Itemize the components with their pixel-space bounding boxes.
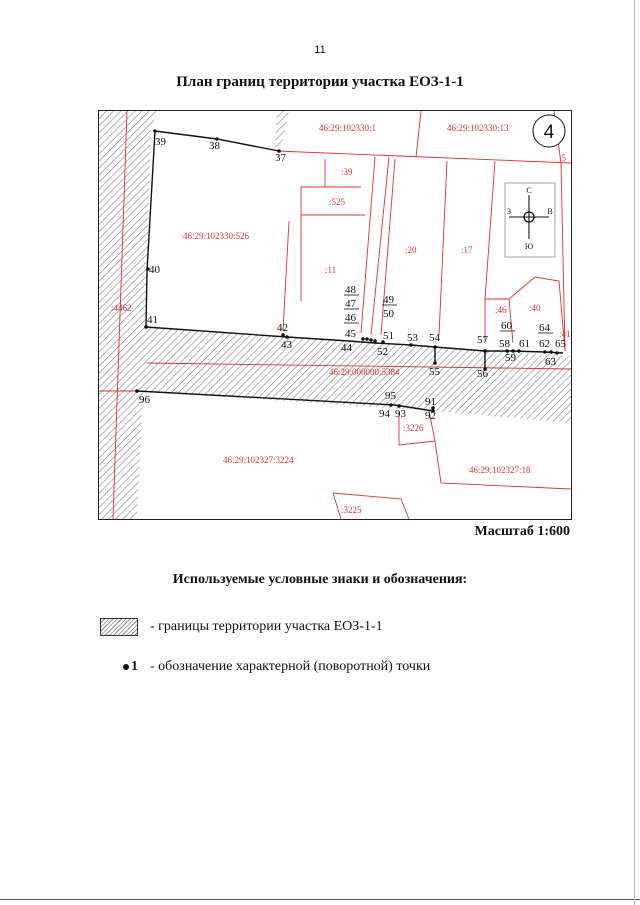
point-label: 40: [149, 264, 160, 276]
point-label: 54: [429, 332, 440, 344]
point-label: 96: [139, 394, 150, 406]
parcel-label: :11: [325, 265, 337, 275]
point-label: 46: [345, 312, 356, 324]
compass-west: З: [506, 207, 512, 216]
point-label: 65: [555, 338, 566, 350]
point-label: 47: [345, 298, 356, 310]
point-label: 44: [341, 342, 352, 354]
parcel-label: 46:29:102327:3224: [223, 455, 294, 465]
point-label: 60: [501, 320, 512, 332]
parcel-label: :5: [559, 153, 567, 163]
parcel-label: 46:29:102330:13: [447, 123, 509, 133]
point-label: 42: [277, 322, 288, 334]
page-bottom-edge: [0, 899, 640, 900]
point-label: 62: [539, 338, 550, 350]
point-label: 55: [429, 366, 440, 378]
point-label: 48: [345, 284, 356, 296]
parcel-label: 46:29:102330:1: [319, 123, 377, 133]
parcel-label: :17: [461, 245, 473, 255]
legend-point-row: [100, 659, 430, 675]
point-label: 53: [407, 332, 418, 344]
point-label: 39: [155, 136, 166, 148]
compass-north: С: [526, 186, 532, 195]
point-label: 49: [383, 294, 394, 306]
hatch-swatch-icon: [100, 618, 138, 636]
point-label: 43: [281, 339, 292, 351]
boundary-map: [99, 111, 571, 519]
parcel-label: :4462: [111, 303, 132, 313]
page-number: 11: [314, 44, 326, 56]
point-label: 52: [377, 346, 388, 358]
parcel-label: :3225: [341, 505, 362, 515]
point-label: 92: [425, 410, 436, 422]
sheet-number: 4: [543, 122, 555, 143]
point-label: 58: [499, 338, 510, 350]
legend-title: Используемые условные знаки и обозначения:: [172, 572, 468, 587]
parcel-label: 46:29:102327:18: [469, 465, 531, 475]
parcel-label: 46:29:000000:5384: [329, 367, 400, 377]
point-label: 94: [379, 408, 390, 420]
point-symbol-number: 1: [131, 659, 138, 674]
point-label: 61: [519, 338, 530, 350]
parcel-label: :46: [495, 305, 507, 315]
legend-boundary-text: - границы территории участка ЕОЗ-1-1: [150, 619, 383, 634]
page-right-edge: [634, 0, 635, 905]
point-label: 59: [505, 352, 516, 364]
parcel-label: :40: [529, 303, 541, 313]
map-title: План границ территории участка ЕОЗ-1-1: [176, 74, 464, 90]
parcel-label: :41: [559, 329, 571, 339]
point-label: 91: [425, 396, 436, 408]
point-label: 57: [477, 334, 488, 346]
label-fraction-bars: [344, 295, 553, 333]
parcel-label: :525: [329, 197, 346, 207]
parcel-label: :39: [341, 167, 353, 177]
point-label: 51: [383, 330, 394, 342]
point-label: 95: [385, 390, 396, 402]
compass-south: Ю: [524, 242, 534, 251]
compass-rose-icon: [505, 183, 555, 257]
parcel-label: :20: [405, 245, 417, 255]
point-label: 64: [539, 322, 550, 334]
map-frame: [98, 110, 572, 520]
point-label: 41: [147, 314, 158, 326]
point-label: 93: [395, 408, 406, 420]
point-label: 50: [383, 308, 394, 320]
point-label: 56: [477, 368, 488, 380]
point-label: 45: [345, 328, 356, 340]
point-symbol-icon: [100, 659, 138, 675]
compass-east: В: [547, 207, 553, 216]
parcel-lines: [99, 111, 571, 519]
hatched-top-strip: [275, 111, 289, 149]
legend-point-text: - обозначение характерной (поворотной) точки: [150, 659, 431, 674]
parcel-label: :3226: [403, 423, 424, 433]
point-label: 63: [545, 356, 556, 368]
point-label: 37: [275, 152, 286, 164]
point-label: 38: [209, 140, 220, 152]
point-dot-icon: [123, 664, 129, 670]
legend-boundary-row: [100, 618, 383, 636]
map-scale: Масштаб 1:600: [474, 524, 570, 539]
parcel-label: 46:29:102330:526: [183, 231, 250, 241]
